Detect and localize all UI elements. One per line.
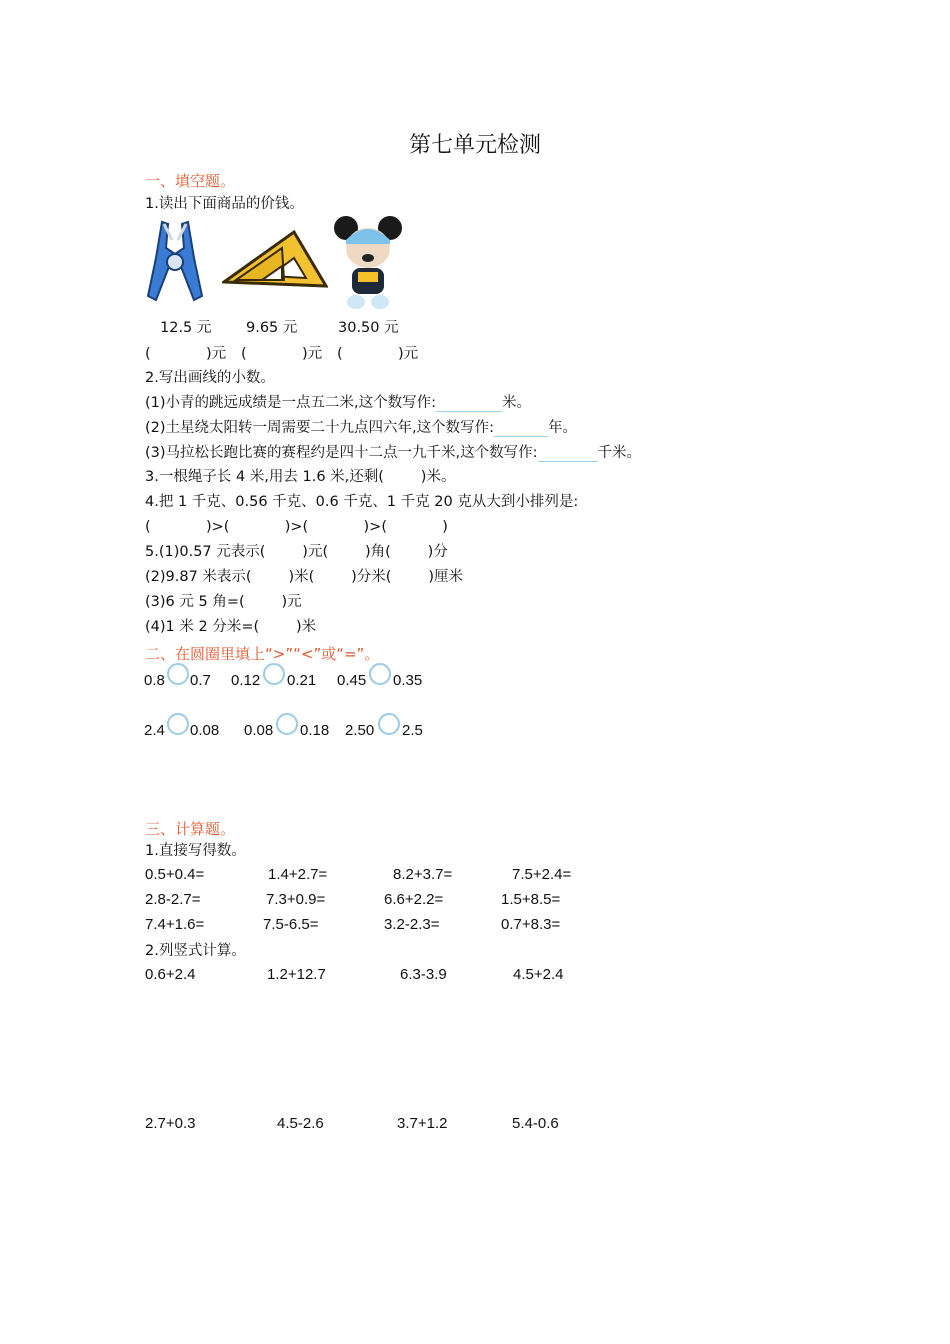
- pliers-image: [142, 218, 208, 304]
- section-calc-heading: 三、计算题。: [145, 820, 236, 838]
- q2-s2-unit: 年。: [548, 420, 578, 436]
- compare-6b: 2.5: [402, 722, 423, 739]
- price-2: 9.65 元: [246, 320, 298, 336]
- compare-circle-4[interactable]: [167, 713, 189, 735]
- compare-1b: 0.7: [190, 672, 211, 689]
- q2-label: 2.写出画线的小数。: [145, 370, 275, 386]
- direct-2-4: 1.5+8.5=: [501, 891, 561, 908]
- q2-s1-underline[interactable]: [436, 397, 502, 412]
- vertical-1-3: 6.3-3.9: [400, 966, 447, 983]
- q2-sentence-1: [145, 394, 531, 412]
- q3-text: 3.一根绳子长 4 米,用去 1.6 米,还剩( )米。: [145, 469, 456, 485]
- toy-mouse-image: [332, 214, 404, 310]
- compare-3a: 0.45: [337, 672, 367, 689]
- q2-s3-underline[interactable]: [538, 447, 598, 462]
- answer-blank-1[interactable]: ( )元: [145, 346, 227, 362]
- direct-2-2: 7.3+0.9=: [266, 891, 326, 908]
- compare-circle-1[interactable]: [167, 663, 189, 685]
- direct-3-1: 7.4+1.6=: [145, 916, 205, 933]
- answer-blank-2[interactable]: ( )元: [241, 346, 323, 362]
- q5-line-4: (4)1 米 2 分米=( )米: [145, 619, 317, 635]
- price-1: 12.5 元: [160, 320, 212, 336]
- compare-4a: 2.4: [144, 722, 165, 739]
- vertical-1-1: 0.6+2.4: [145, 966, 196, 983]
- q2-s3-unit: 千米。: [597, 445, 642, 461]
- direct-1-1: 0.5+0.4=: [145, 866, 205, 883]
- q2-sentence-3: [145, 444, 641, 462]
- calc-q2-label: 2.列竖式计算。: [145, 943, 246, 959]
- page-title: 第七单元检测: [408, 133, 541, 158]
- q2-s1-unit: 米。: [502, 395, 532, 411]
- direct-3-2: 7.5-6.5=: [263, 916, 319, 933]
- q5-line-3: (3)6 元 5 角=( )元: [145, 594, 302, 610]
- compare-circle-6[interactable]: [378, 713, 400, 735]
- compare-2b: 0.21: [287, 672, 317, 689]
- vertical-2-4: 5.4-0.6: [512, 1115, 559, 1132]
- compare-1a: 0.8: [144, 672, 165, 689]
- compare-5a: 0.08: [244, 722, 274, 739]
- direct-2-1: 2.8-2.7=: [145, 891, 201, 908]
- vertical-2-3: 3.7+1.2: [397, 1115, 448, 1132]
- q1-label: 1.读出下面商品的价钱。: [145, 196, 304, 212]
- vertical-2-1: 2.7+0.3: [145, 1115, 196, 1132]
- calc-q1-label: 1.直接写得数。: [145, 843, 246, 859]
- vertical-2-2: 4.5-2.6: [277, 1115, 324, 1132]
- q2-s1-text: (1)小青的跳远成绩是一点五二米,这个数写作:: [145, 395, 437, 411]
- direct-1-3: 8.2+3.7=: [393, 866, 453, 883]
- q2-sentence-2: [145, 419, 577, 437]
- compare-2a: 0.12: [231, 672, 261, 689]
- q4-blanks[interactable]: ( )>( )>( )>( ): [145, 519, 448, 535]
- q5-line-1: 5.(1)0.57 元表示( )元( )角( )分: [145, 544, 448, 560]
- section-fill-heading: 一、填空题。: [145, 172, 236, 190]
- compare-circle-3[interactable]: [369, 663, 391, 685]
- direct-3-4: 0.7+8.3=: [501, 916, 561, 933]
- q4-label: 4.把 1 千克、0.56 千克、0.6 千克、1 千克 20 克从大到小排列是:: [145, 494, 579, 510]
- price-3: 30.50 元: [338, 320, 399, 336]
- vertical-1-4: 4.5+2.4: [513, 966, 564, 983]
- q2-s3-text: (3)马拉松长跑比赛的赛程约是四十二点一九千米,这个数写作:: [145, 445, 538, 461]
- compare-3b: 0.35: [393, 672, 423, 689]
- direct-2-3: 6.6+2.2=: [384, 891, 444, 908]
- compare-circle-5[interactable]: [276, 713, 298, 735]
- q5-line-2: (2)9.87 米表示( )米( )分米( )厘米: [145, 569, 463, 585]
- q2-s2-text: (2)土星绕太阳转一周需要二十九点四六年,这个数写作:: [145, 420, 495, 436]
- compare-4b: 0.08: [190, 722, 220, 739]
- section-compare-heading: 二、在圆圈里填上“>”“<”或“=”。: [145, 645, 380, 663]
- triangle-ruler-image: [222, 228, 328, 290]
- compare-5b: 0.18: [300, 722, 330, 739]
- direct-1-2: 1.4+2.7=: [268, 866, 328, 883]
- compare-circle-2[interactable]: [263, 663, 285, 685]
- vertical-1-2: 1.2+12.7: [267, 966, 326, 983]
- direct-1-4: 7.5+2.4=: [512, 866, 572, 883]
- direct-3-3: 3.2-2.3=: [384, 916, 440, 933]
- compare-6a: 2.50: [345, 722, 375, 739]
- answer-blank-3[interactable]: ( )元: [337, 346, 419, 362]
- q2-s2-underline[interactable]: [494, 422, 548, 437]
